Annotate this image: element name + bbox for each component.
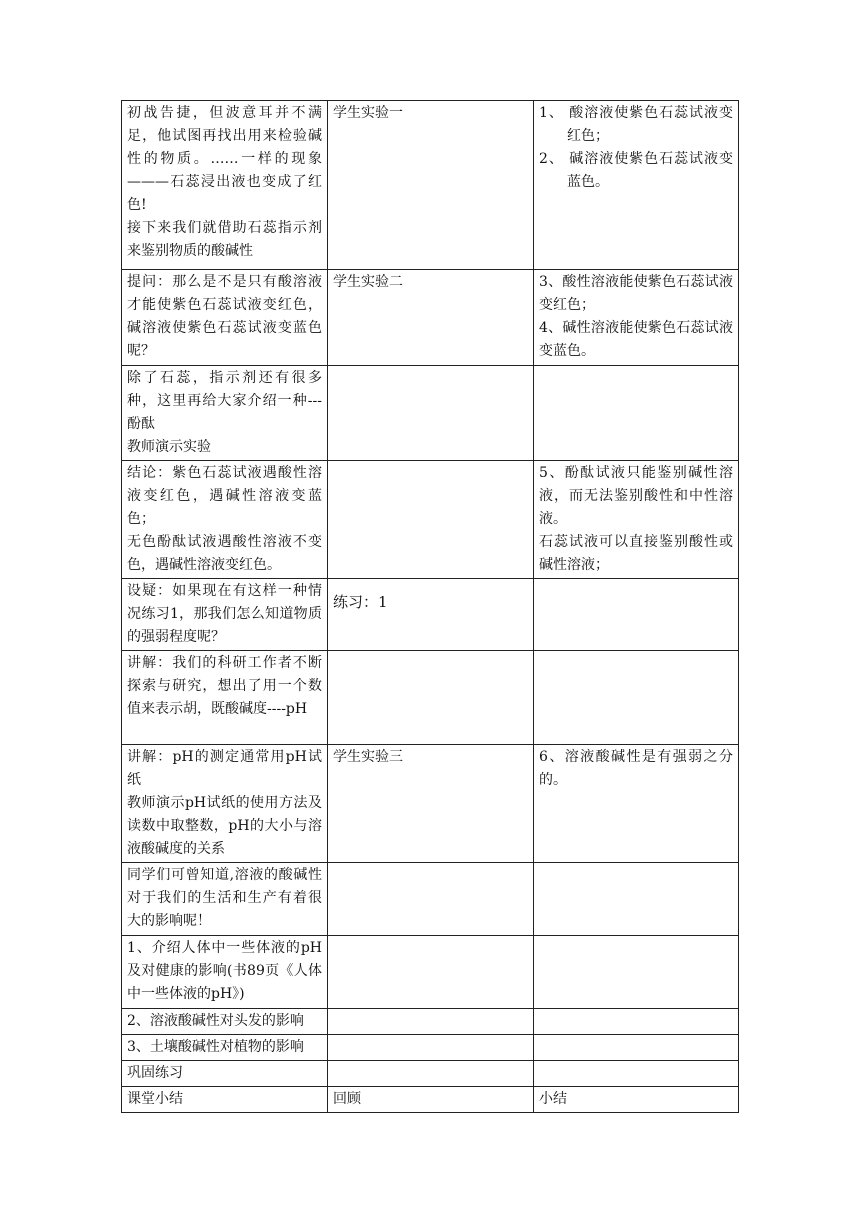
cell-paragraph: 回顾 — [333, 1091, 361, 1107]
cell-paragraph: 讲解：我们的科研工作者不断探索与研究，想出了用一个数值来表示胡，既酸碱度----pH — [127, 655, 322, 717]
cell-paragraph: 练习：1 — [333, 593, 388, 611]
cell-paragraph: 3、酸性溶液能使紫色石蕊试液变红色； — [539, 274, 733, 313]
table-row — [122, 101, 739, 270]
cell-paragraph: 巩固练习 — [127, 1065, 183, 1081]
cell-paragraph: 教师演示pH试纸的使用方法及读数中取整数，pH的大小与溶液酸碱度的关系 — [127, 795, 322, 857]
cell-paragraph: 1、 酸溶液使紫色石蕊试液变红色； — [539, 105, 733, 144]
cell-paragraph: 3、土壤酸碱性对植物的影响 — [127, 1039, 304, 1055]
conclusion-cell — [534, 461, 739, 579]
teacher-activity-cell — [122, 270, 328, 366]
conclusion-cell — [534, 101, 739, 270]
table-row — [122, 651, 739, 745]
lesson-plan-table — [121, 100, 739, 1113]
student-activity-cell — [328, 936, 534, 1009]
cell-paragraph: 2、 碱溶液使紫色石蕊试液变蓝色。 — [539, 151, 733, 190]
student-activity-cell — [328, 366, 534, 461]
conclusion-cell — [534, 1035, 739, 1061]
table-row — [122, 270, 739, 366]
cell-paragraph: 学生实验二 — [333, 274, 403, 290]
cell-paragraph: 2、溶液酸碱性对头发的影响 — [127, 1013, 304, 1029]
conclusion-cell — [534, 651, 739, 745]
conclusion-cell — [534, 936, 739, 1009]
teacher-activity-cell — [122, 745, 328, 863]
table-row — [122, 579, 739, 651]
table-row — [122, 745, 739, 863]
table-row — [122, 863, 739, 936]
cell-paragraph: 学生实验一 — [333, 105, 403, 121]
cell-paragraph: 提问：那么是不是只有酸溶液才能使紫色石蕊试液变红色，碱溶液使紫色石蕊试液变蓝色呢？ — [127, 274, 322, 359]
teacher-activity-cell — [122, 863, 328, 936]
conclusion-cell — [534, 1087, 739, 1113]
cell-paragraph: 4、碱性溶液能使紫色石蕊试液变蓝色。 — [539, 320, 733, 359]
cell-paragraph: 5、酚酞试液只能鉴别碱性溶液，而无法鉴别酸性和中性溶液。 — [539, 465, 733, 527]
cell-paragraph: 1、介绍人体中一些体液的pH及对健康的影响(书89页《人体中一些体液的pH》) — [127, 940, 322, 1002]
table-row — [122, 366, 739, 461]
conclusion-cell — [534, 745, 739, 863]
student-activity-cell — [328, 1061, 534, 1087]
cell-paragraph: 结论：紫色石蕊试液遇酸性溶液变红色，遇碱性溶液变蓝色； — [127, 465, 322, 527]
cell-paragraph: 课堂小结 — [127, 1091, 183, 1107]
cell-paragraph: 小结 — [539, 1091, 567, 1107]
cell-paragraph: 除了石蕊，指示剂还有很多种，这里再给大家介绍一种---酚酞 — [127, 370, 322, 432]
table-row — [122, 1035, 739, 1061]
table-row — [122, 1087, 739, 1113]
cell-paragraph: 同学们可曾知道,溶液的酸碱性对于我们的生活和生产有着很大的影响呢！ — [127, 867, 322, 929]
student-activity-cell — [328, 1009, 534, 1035]
cell-paragraph: 6、溶液酸碱性是有强弱之分的。 — [539, 749, 733, 788]
cell-paragraph: 初战告捷，但波意耳并不满足，他试图再找出用来检验碱性的物质。……一样的现象———石蕊浸出液也变成了红色! — [127, 105, 322, 213]
table-row — [122, 936, 739, 1009]
teacher-activity-cell — [122, 651, 328, 745]
conclusion-cell — [534, 579, 739, 651]
table-row — [122, 461, 739, 579]
table-row — [122, 1061, 739, 1087]
teacher-activity-cell — [122, 579, 328, 651]
conclusion-cell — [534, 863, 739, 936]
conclusion-cell — [534, 1061, 739, 1087]
teacher-activity-cell — [122, 366, 328, 461]
cell-paragraph: 学生实验三 — [333, 749, 403, 765]
conclusion-cell — [534, 1009, 739, 1035]
teacher-activity-cell — [122, 461, 328, 579]
cell-paragraph: 讲解：pH的测定通常用pH试纸 — [127, 749, 322, 788]
teacher-activity-cell — [122, 1087, 328, 1113]
teacher-activity-cell — [122, 1061, 328, 1087]
student-activity-cell — [328, 863, 534, 936]
student-activity-cell — [328, 1035, 534, 1061]
teacher-activity-cell — [122, 1009, 328, 1035]
student-activity-cell — [328, 270, 534, 366]
student-activity-cell — [328, 461, 534, 579]
cell-paragraph: 接下来我们就借助石蕊指示剂来鉴别物质的酸碱性 — [127, 220, 322, 259]
conclusion-cell — [534, 366, 739, 461]
cell-paragraph: 教师演示实验 — [127, 439, 211, 455]
conclusion-cell — [534, 270, 739, 366]
student-activity-cell — [328, 745, 534, 863]
student-activity-cell — [328, 651, 534, 745]
cell-paragraph: 设疑：如果现在有这样一种情况练习1，那我们怎么知道物质的强弱程度呢？ — [127, 583, 322, 645]
student-activity-cell — [328, 1087, 534, 1113]
teacher-activity-cell — [122, 1035, 328, 1061]
student-activity-cell — [328, 101, 534, 270]
teacher-activity-cell — [122, 936, 328, 1009]
cell-paragraph: 无色酚酞试液遇酸性溶液不变色，遇碱性溶液变红色。 — [127, 534, 322, 573]
cell-paragraph: 石蕊试液可以直接鉴别酸性或碱性溶液； — [539, 534, 733, 573]
teacher-activity-cell — [122, 101, 328, 270]
student-activity-cell — [328, 579, 534, 651]
table-row — [122, 1009, 739, 1035]
